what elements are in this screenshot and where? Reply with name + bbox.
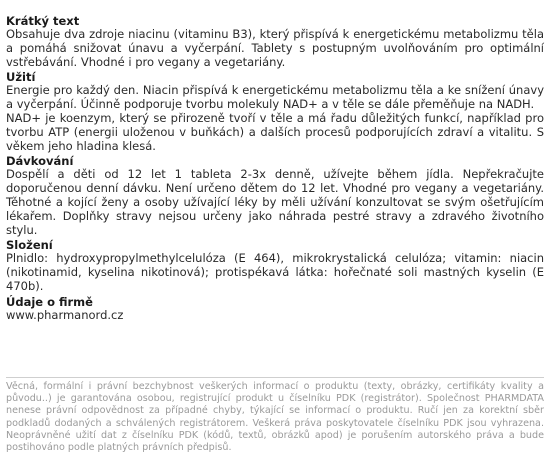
section-heading: Krátký text	[6, 14, 80, 28]
product-info	[6, 14, 544, 323]
section-usage	[6, 70, 544, 153]
section-dosage	[6, 154, 544, 237]
section-heading: Údaje o firmě	[6, 294, 93, 309]
section-paragraph: Dospělí a děti od 12 let 1 tableta 2-3x denně, užívejte během jídla. Nepřekračujte doporučenou denní dávku. Není určeno dětem do 12 let. Vhodné pro vegany a vegetariány. Těhotné a kojící ženy a osoby užívající léky by měli užívání konzultovat se svým ošetřujícím lékařem. Doplňky stravy nejsou určeny jako náhrada pestré stravy a zdravého životního stylu.	[6, 167, 544, 237]
section-paragraph: Energie pro každý den. Niacin přispívá k energetickému metabolizmu těla a ke snížení únavy a vyčerpání. Účinně podporuje tvorbu molekuly NAD+ a v těle se dále přeměňuje na NADH.	[6, 83, 544, 112]
section-heading: Složení	[6, 238, 53, 253]
section-short-text	[6, 14, 544, 69]
section-heading: Dávkování	[6, 154, 74, 169]
section-heading: Užití	[6, 70, 36, 85]
section-composition	[6, 238, 544, 293]
section-company	[6, 295, 544, 323]
section-paragraph: Obsahuje dva zdroje niacinu (vitaminu B3), který přispívá k energetickému metabolizmu těla a pomáhá snižovat únavu a vyčerpání. Tablety s postupným uvolňováním pro optimální vstřebávání. Vhodné i pro vegany a vegetariány.	[6, 27, 544, 69]
legal-disclaimer: Věcná, formální i právní bezchybnost veškerých informací o produktu (texty, obrázky, certifikáty kvality a původu..) je garantována osobou, registrující produkt u číselníku PDK (registrátor). Společnost PHARMDATA nenese právní odpovědnost za případné chyby, týkající se informací o produktu. Ručí jen za korektní sběr podkladů dodaných a schválených registrátorem. Veškerá práva poskytovatele číselníku PDK jsou vyhrazena. Neoprávněné užití dat z číselníku PDK (kódů, textů, obrázků apod) je porušením autorského práva a bude postihováno podle platných právních předpisů.	[6, 377, 544, 454]
section-paragraph: NAD+ je koenzym, který se přirozeně tvoří v těle a má řadu důležitých funkcí, například pro tvorbu ATP (energii uloženou v buňkách) a dalších procesů podporujících zdraví a vitalitu. S věkem jeho hladina klesá.	[6, 110, 544, 153]
section-paragraph: Plnidlo: hydroxypropylmethylcelulóza (E 464), mikrokrystalická celulóza; vitamin: niacin (nikotinamid, kyselina nikotinová); protispékavá látka: hořečnaté soli mastných kyselin (E 470b).	[6, 251, 544, 293]
company-website: www.pharmanord.cz	[6, 307, 124, 322]
